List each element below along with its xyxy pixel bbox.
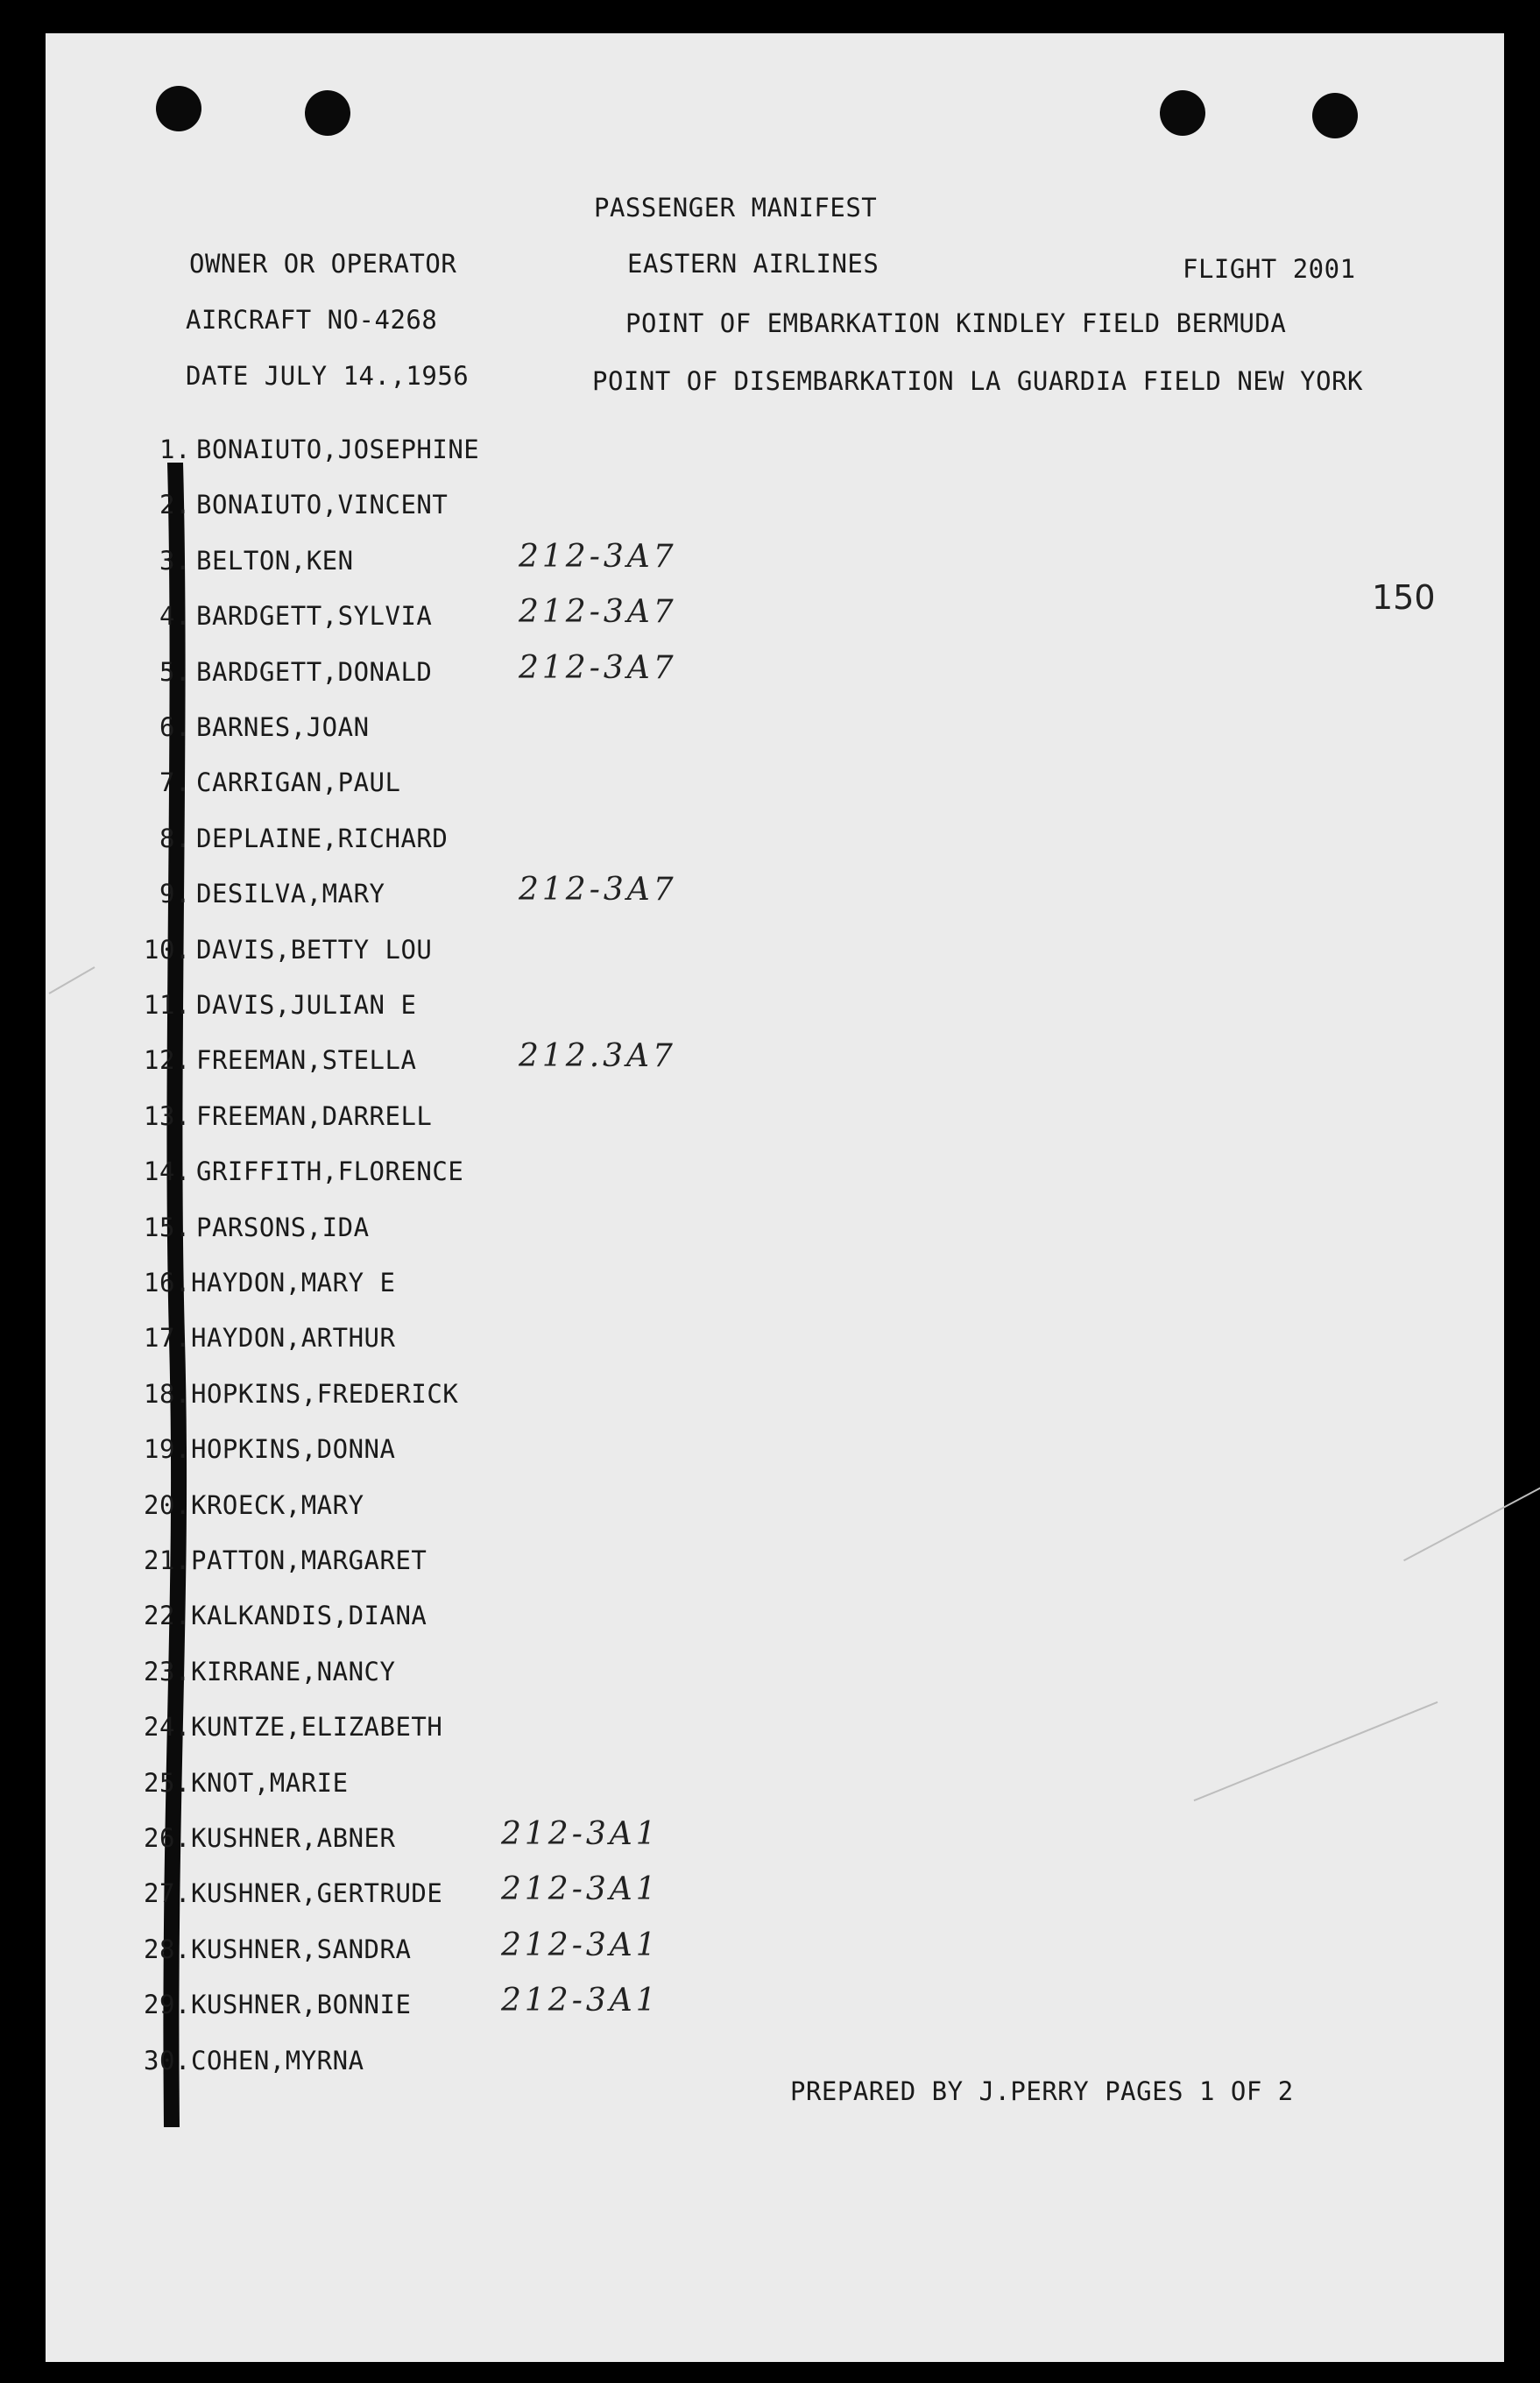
paper-scratch [49,966,95,994]
passenger-name: BONAIUTO,VINCENT [196,490,449,520]
page-number-stamp: 150 [1372,578,1436,617]
passenger-number: 13. [144,1100,191,1131]
passenger-name: HAYDON,MARY E [191,1268,396,1298]
passenger-name: DEPLAINE,RICHARD [196,823,449,853]
passenger-number: 23. [144,1656,191,1686]
passenger-number: 7. [159,767,191,798]
passenger-number: 5. [159,656,191,687]
passenger-name: FREEMAN,STELLA [196,1045,417,1076]
passenger-name: KUSHNER,GERTRUDE [191,1878,443,1909]
passenger-number: 25. [144,1767,191,1798]
aircraft-number: AIRCRAFT NO-4268 [186,305,438,335]
paper-scratch [1194,1701,1438,1801]
punch-hole [305,90,350,136]
passenger-name: KALKANDIS,DIANA [191,1601,427,1631]
passenger-number: 9. [159,879,191,909]
passenger-name: FREEMAN,DARRELL [196,1100,433,1131]
passenger-number: 26. [144,1823,191,1853]
passenger-name: DESILVA,MARY [196,879,385,909]
punch-hole [156,86,201,131]
passenger-name: KROECK,MARY [191,1489,364,1520]
handwritten-note: 212-3A1 [501,1983,660,2019]
flight-number: FLIGHT 2001 [1183,254,1356,284]
handwritten-note: 212-3A1 [501,1816,660,1852]
passenger-number: 1. [159,435,191,464]
passenger-name: KNOT,MARIE [191,1767,349,1798]
passenger-number: 4. [159,601,191,632]
handwritten-note: 212-3A7 [519,649,677,686]
passenger-number: 16. [144,1268,191,1298]
passenger-number: 2. [159,490,191,520]
passenger-number: 8. [159,823,191,853]
passenger-name: PATTON,MARGARET [191,1545,427,1575]
manifest-page [46,33,1504,2362]
passenger-number: 3. [159,545,191,576]
passenger-name: DAVIS,BETTY LOU [196,934,433,965]
passenger-name: BARNES,JOAN [196,712,370,742]
passenger-name: KIRRANE,NANCY [191,1656,396,1686]
handwritten-note: 212-3A7 [519,872,677,909]
passenger-number: 21. [144,1545,191,1575]
passenger-number: 20. [144,1489,191,1520]
passenger-number: 18. [144,1378,191,1409]
passenger-number: 6. [159,712,191,742]
passenger-name: BARDGETT,SYLVIA [196,601,433,632]
passenger-number: 22. [144,1601,191,1631]
passenger-name: DAVIS,JULIAN E [196,990,417,1020]
passenger-name: HAYDON,ARTHUR [191,1323,396,1354]
passenger-name: BELTON,KEN [196,545,354,576]
passenger-number: 24. [144,1712,191,1743]
passenger-number: 12. [144,1045,191,1076]
handwritten-note: 212-3A7 [519,538,677,575]
punch-hole [1312,93,1358,138]
passenger-name: GRIFFITH,FLORENCE [196,1156,464,1187]
passenger-name: HOPKINS,DONNA [191,1434,396,1465]
passenger-number: 28. [144,1934,191,1964]
paper-scratch [1403,1486,1540,1561]
punch-hole [1160,90,1205,136]
handwritten-note: 212-3A1 [501,1871,660,1908]
point-of-disembarkation: POINT OF DISEMBARKATION LA GUARDIA FIELD NEW YORK [592,366,1364,396]
airline-name: EASTERN AIRLINES [627,249,879,279]
handwritten-note: 212.3A7 [519,1038,676,1075]
passenger-name: PARSONS,IDA [196,1212,370,1242]
manifest-date: DATE JULY 14.,1956 [186,361,470,391]
passenger-number: 27. [144,1878,191,1909]
passenger-number: 17. [144,1323,191,1354]
passenger-number: 14. [144,1156,191,1187]
passenger-name: KUSHNER,ABNER [191,1823,396,1853]
passenger-name: KUSHNER,SANDRA [191,1934,412,1964]
handwritten-note: 212-3A1 [501,1927,660,1963]
passenger-number: 30. [144,2045,191,2075]
passenger-name: BONAIUTO,JOSEPHINE [196,435,480,464]
passenger-number: 19. [144,1434,191,1465]
passenger-name: BARDGETT,DONALD [196,656,433,687]
passenger-number: 11. [144,990,191,1020]
passenger-name: COHEN,MYRNA [191,2045,364,2075]
handwritten-note: 212-3A7 [519,594,677,631]
prepared-by-footer: PREPARED BY J.PERRY PAGES 1 OF 2 [790,2076,1294,2106]
passenger-name: KUNTZE,ELIZABETH [191,1712,443,1743]
passenger-name: HOPKINS,FREDERICK [191,1378,459,1409]
point-of-embarkation: POINT OF EMBARKATION KINDLEY FIELD BERMUDA [625,308,1287,338]
manifest-title: PASSENGER MANIFEST [594,193,878,223]
passenger-name: KUSHNER,BONNIE [191,1990,412,2020]
passenger-number: 15. [144,1212,191,1242]
passenger-number: 29. [144,1990,191,2020]
passenger-name: CARRIGAN,PAUL [196,767,401,798]
passenger-number: 10. [144,934,191,965]
owner-operator-label: OWNER OR OPERATOR [189,249,457,279]
